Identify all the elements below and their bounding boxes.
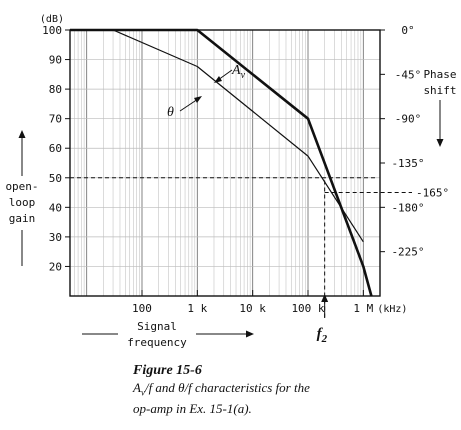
right-tick-label: 0° — [401, 24, 415, 37]
x-axis-label-arrowhead — [246, 331, 254, 338]
f2-label: $f_2$ — [316, 326, 328, 345]
series-label-gain-arrowhead — [214, 76, 222, 83]
grid — [70, 30, 380, 296]
left-unit-label: (dB) — [39, 14, 64, 25]
left-axis-ticks — [42, 24, 70, 273]
series-label-gain-subscript: v — [240, 70, 246, 81]
right-axis-label-line: Phase — [423, 68, 457, 81]
series-group — [70, 30, 371, 296]
series-label-phase-arrowhead — [194, 96, 202, 103]
left-tick-label: 70 — [48, 112, 62, 126]
left-axis-label-line: gain — [8, 212, 36, 225]
caption-subscript: v — [140, 387, 145, 398]
series-label-phase: θ — [167, 105, 174, 120]
right-axis-arrowhead — [437, 139, 444, 147]
plot-frame — [70, 30, 380, 296]
right-tick-label: -225° — [391, 245, 425, 259]
right-axis-label — [423, 68, 456, 147]
f2-arrowhead — [321, 294, 328, 302]
right-tick-label: -135° — [391, 157, 425, 170]
left-axis-label — [5, 130, 38, 266]
left-tick-label: 80 — [48, 83, 62, 97]
x-axis-label-line: Signal — [137, 320, 177, 333]
x-tick-label: 1 k — [187, 302, 208, 315]
right-tick-label: -45° — [394, 68, 422, 82]
left-tick-label: 20 — [48, 260, 62, 274]
left-axis-label-line: open- — [5, 180, 39, 193]
left-axis-label-line: loop — [8, 196, 36, 209]
left-tick-label: 30 — [48, 230, 62, 244]
left-tick-label: 60 — [48, 142, 62, 156]
phase-165-label: -165° — [416, 186, 450, 200]
caption-title: Figure 15-6 — [133, 363, 202, 378]
right-axis-label-line: shift — [423, 84, 457, 97]
x-tick-label: 100 k — [291, 302, 325, 315]
right-tick-label: -180° — [391, 201, 425, 215]
x-unit-label: (kHz) — [377, 304, 408, 315]
left-tick-label: 100 — [42, 24, 62, 37]
x-tick-label: 1 M — [353, 302, 374, 315]
x-tick-label: 10 k — [239, 302, 266, 315]
x-axis-label-line: frequency — [127, 336, 187, 349]
series-line-gain — [70, 30, 371, 296]
caption-line-2: op-amp in Ex. 15-1(a). — [133, 400, 252, 416]
right-axis-ticks — [380, 24, 425, 259]
series-label-gain: $A_v$ — [232, 63, 246, 81]
left-tick-label: 90 — [48, 53, 62, 67]
figure-caption — [133, 363, 453, 416]
caption-line-1-rest: /f and θ/f characteristics for the — [144, 380, 310, 395]
x-axis-label — [82, 320, 254, 349]
series-line-phase — [70, 30, 363, 242]
left-tick-label: 40 — [48, 201, 62, 215]
caption-line-1: $A_v/f$ and θ/f characteristics for the — [133, 380, 310, 398]
f2-label-subscript: 2 — [321, 333, 328, 345]
right-tick-label: -90° — [394, 112, 422, 126]
left-axis-arrowhead-up — [19, 130, 26, 138]
x-tick-label: 100 — [132, 302, 152, 315]
left-tick-label: 50 — [48, 171, 62, 185]
